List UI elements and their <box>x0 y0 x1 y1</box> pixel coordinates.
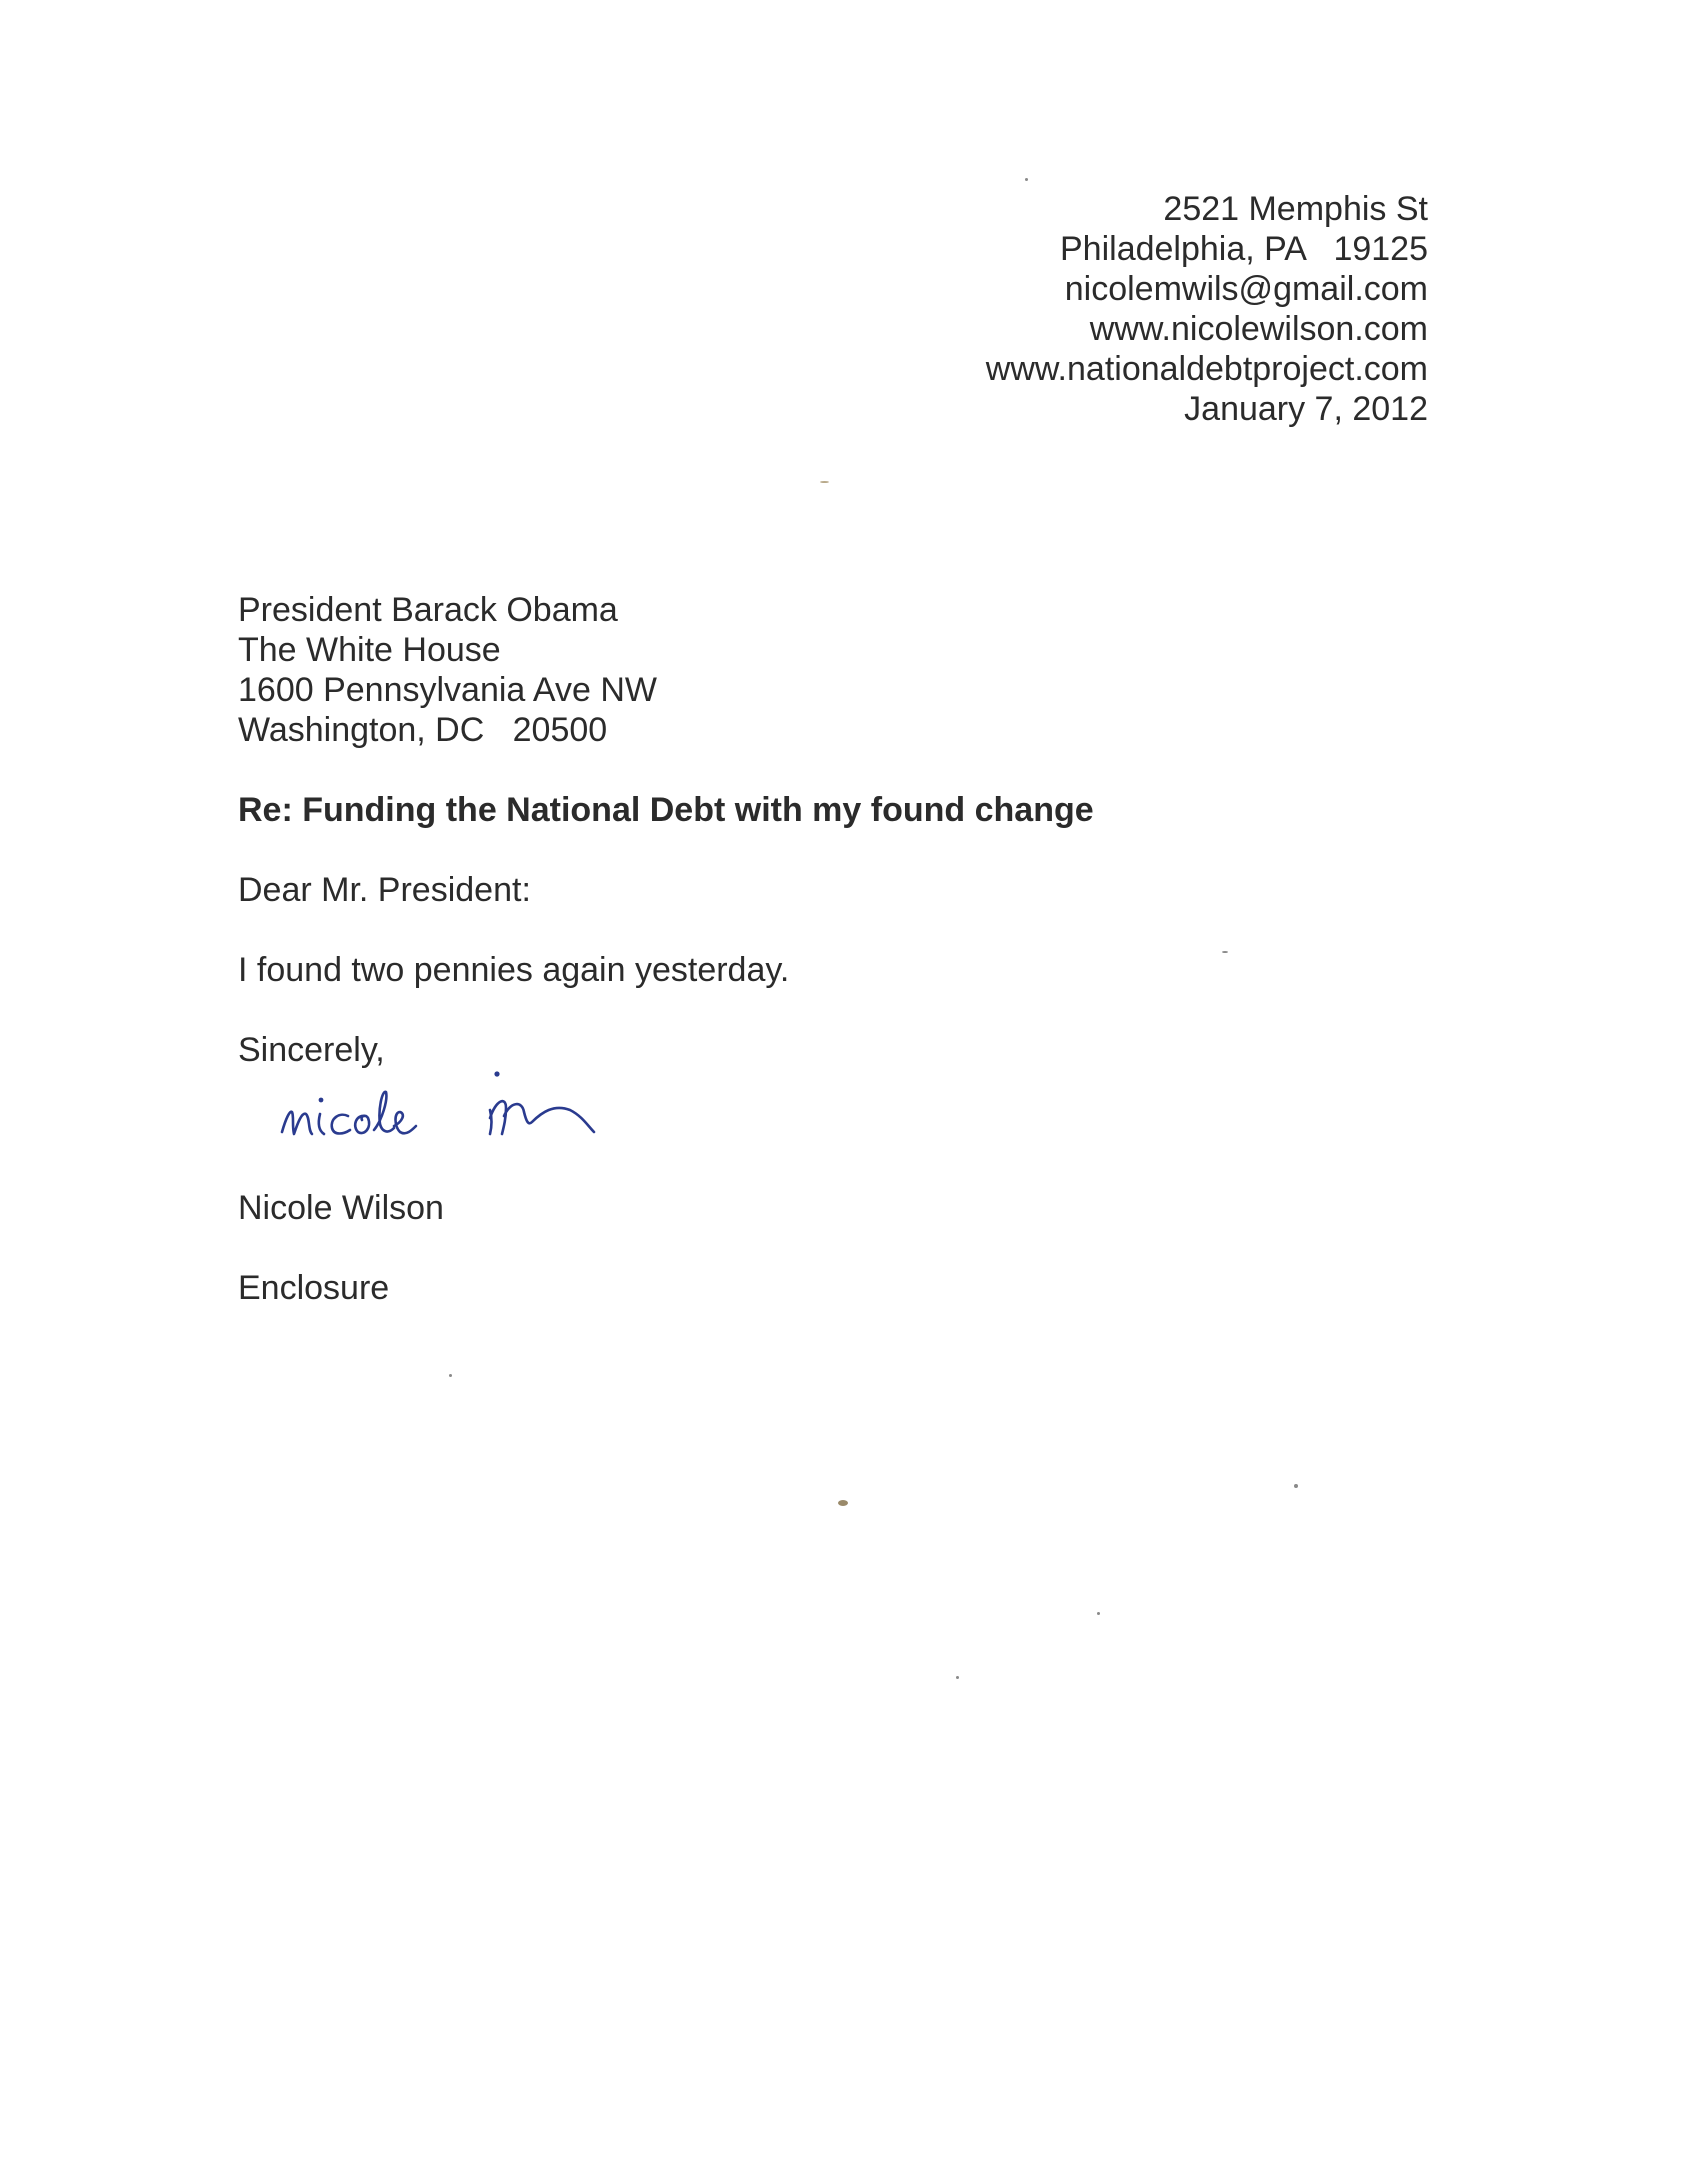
salutation: Dear Mr. President: <box>238 871 531 909</box>
recipient-organization: The White House <box>238 631 501 669</box>
scan-speck <box>449 1374 452 1377</box>
scan-speck <box>1097 1612 1100 1615</box>
enclosure-notation: Enclosure <box>238 1269 390 1307</box>
subject-line: Re: Funding the National Debt with my found change <box>238 791 1094 829</box>
scan-speck <box>1294 1484 1298 1488</box>
recipient-street: 1600 Pennsylvania Ave NW <box>238 671 657 709</box>
recipient-address-block <box>238 590 1038 750</box>
closing: Sincerely, <box>238 1031 385 1069</box>
scan-speck <box>838 1500 848 1506</box>
sender-website-project: www.nationaldebtproject.com <box>985 350 1428 388</box>
recipient-name: President Barack Obama <box>238 591 618 629</box>
scan-speck <box>1025 178 1028 181</box>
sender-address-block <box>728 189 1428 429</box>
scan-speck <box>820 481 829 483</box>
letter-date: January 7, 2012 <box>1184 390 1428 428</box>
scan-speck <box>1222 951 1228 953</box>
sender-street: 2521 Memphis St <box>1163 190 1428 228</box>
scan-speck <box>956 1676 959 1679</box>
sender-city-state-zip: Philadelphia, PA 19125 <box>1060 230 1428 268</box>
letter-body: I found two pennies again yesterday. <box>238 951 790 989</box>
sender-website-personal: www.nicolewilson.com <box>1089 310 1428 348</box>
signer-name: Nicole Wilson <box>238 1189 444 1227</box>
recipient-city-state-zip: Washington, DC 20500 <box>238 711 608 749</box>
sender-email: nicolemwils@gmail.com <box>1064 270 1428 308</box>
handwritten-signature <box>270 1060 690 1170</box>
